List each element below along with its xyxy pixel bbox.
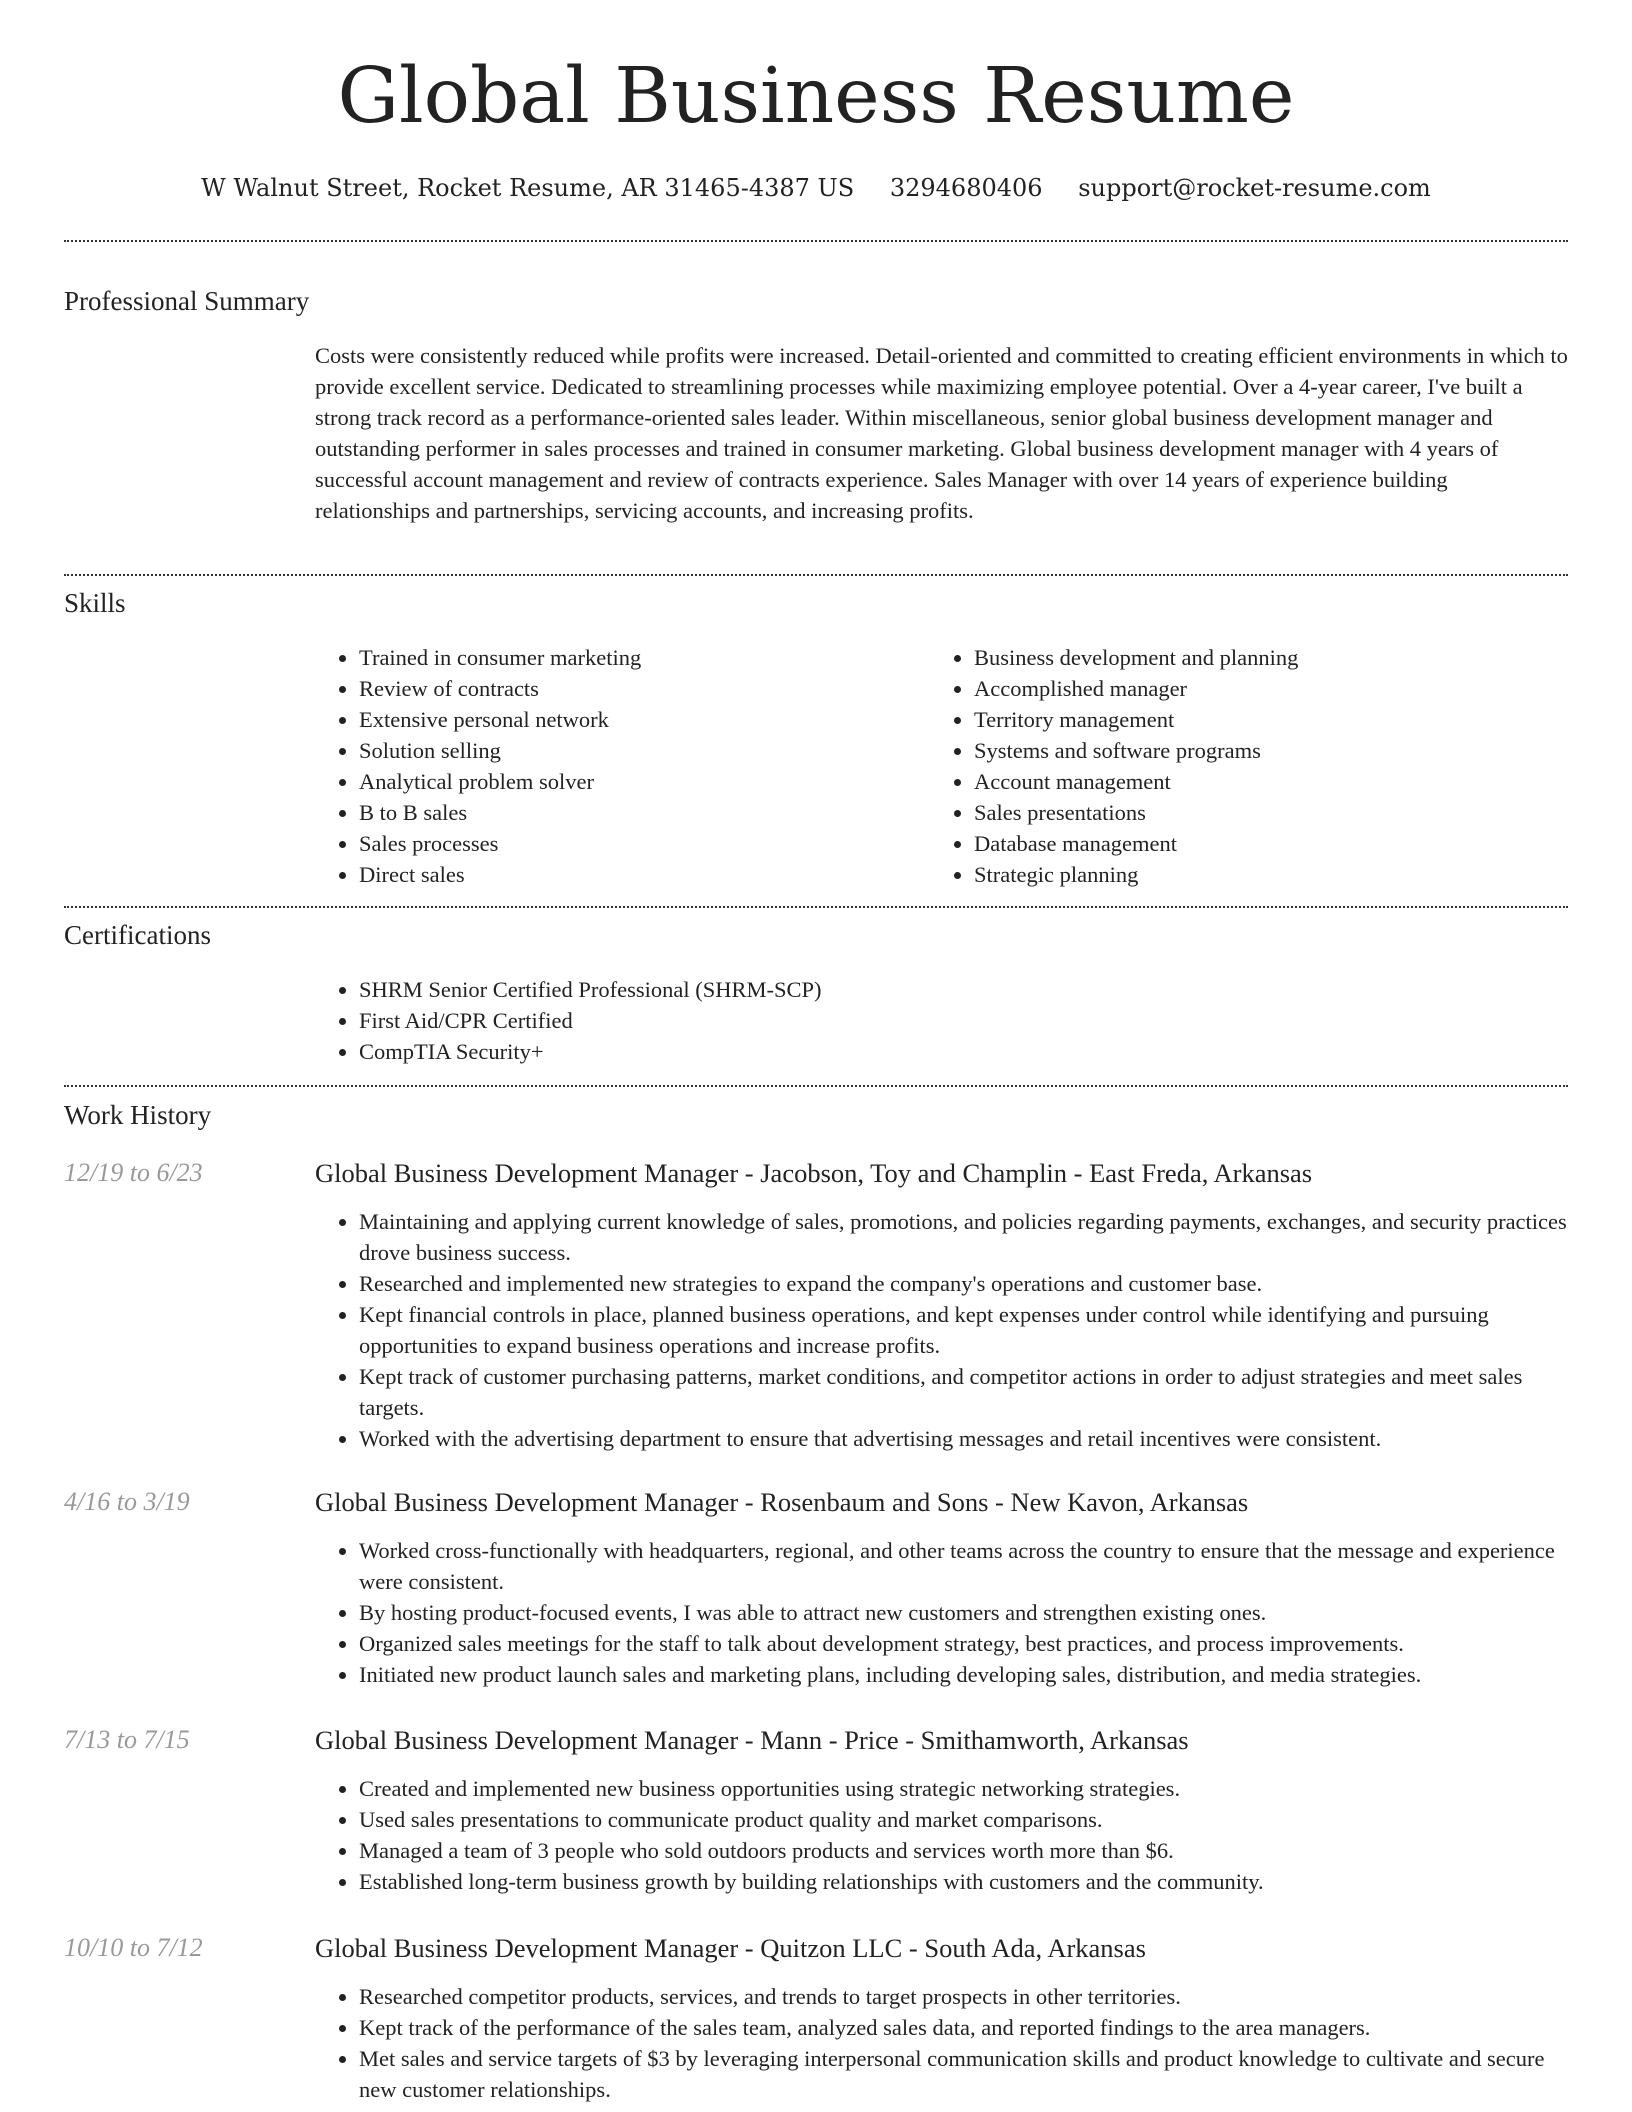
skill-item: • Trained in consumer marketing: [359, 642, 915, 673]
skill-item: • Database management: [974, 828, 1530, 859]
summary-text: Costs were consistently reduced while profits were increased. Detail-oriented and committed to creating efficient environments in which to provide excellent service. Dedicated to streamlining processes while maximizing employee potential. Over a 4-year career, I've built a strong track record as a performance-oriented sales leader. Within miscellaneous, senior global business development manager and outstanding performer in sales processes and trained in consumer marketing. Global business development manager with 4 years of successful account management and review of contracts experience. Sales Manager with over 14 years of experience building relationships and partnerships, servicing accounts, and increasing profits.: [315, 343, 1568, 523]
job-bullet: • Initiated new product launch sales and marketing plans, including developing sales, distribution, and media strategies.: [359, 1659, 1568, 1690]
work-history-heading: Work History: [64, 1100, 212, 1130]
skill-item: • Solution selling: [359, 735, 915, 766]
job-bullet: • Organized sales meetings for the staff to talk about development strategy, best practices, and process improvements.: [359, 1628, 1568, 1659]
skill-item: • Review of contracts: [359, 673, 915, 704]
skill-item: • Extensive personal network: [359, 704, 915, 735]
job-bullet: • Worked cross-functionally with headquarters, regional, and other teams across the country to ensure that the message and experience were consistent.: [359, 1535, 1568, 1597]
skills-column-right: [930, 642, 1530, 890]
job-bullet: • Used sales presentations to communicate product quality and market comparisons.: [359, 1804, 1568, 1835]
skill-item: • Territory management: [974, 704, 1530, 735]
job-bullet: • Researched and implemented new strategies to expand the company's operations and customer base.: [359, 1268, 1568, 1299]
skills-column-left: [315, 642, 915, 890]
job-bullets: [315, 1535, 1568, 1690]
job-dates: 10/10 to 7/12: [64, 1933, 203, 1962]
job-bullet: • Worked with the advertising department to ensure that advertising messages and retail incentives were consistent.: [359, 1423, 1568, 1454]
email: support@rocket-resume.com: [1078, 174, 1431, 202]
contact-line: [0, 172, 1632, 204]
certification-item: • First Aid/CPR Certified: [359, 1005, 1568, 1036]
skill-item: • Sales processes: [359, 828, 915, 859]
skill-item: • B to B sales: [359, 797, 915, 828]
job-bullet: • Kept track of customer purchasing patterns, market conditions, and competitor actions in order to adjust strategies and meet sales targets.: [359, 1361, 1568, 1423]
job-bullet: • Kept track of the performance of the sales team, analyzed sales data, and reported findings to the area managers.: [359, 2012, 1568, 2043]
job-bullet: • Created and implemented new business opportunities using strategic networking strategies.: [359, 1773, 1568, 1804]
divider: [64, 1085, 1568, 1087]
skill-item: • Direct sales: [359, 859, 915, 890]
skill-item: • Analytical problem solver: [359, 766, 915, 797]
job-bullet: • Managed a team of 3 people who sold outdoors products and services worth more than $6.: [359, 1835, 1568, 1866]
job-dates: 7/13 to 7/15: [64, 1725, 190, 1754]
job-heading: Global Business Development Manager - Mann - Price - Smithamworth, Arkansas: [315, 1725, 1189, 1755]
skill-item: • Business development and planning: [974, 642, 1530, 673]
skill-item: • Strategic planning: [974, 859, 1530, 890]
job-heading: Global Business Development Manager - Quitzon LLC - South Ada, Arkansas: [315, 1933, 1146, 1963]
job-dates: 4/16 to 3/19: [64, 1487, 190, 1516]
skill-item: • Accomplished manager: [974, 673, 1530, 704]
phone: 3294680406: [889, 174, 1043, 202]
skills-heading: Skills: [64, 588, 126, 618]
job-bullet: • Researched competitor products, services, and trends to target prospects in other territories.: [359, 1981, 1568, 2012]
job-heading: Global Business Development Manager - Jacobson, Toy and Champlin - East Freda, Arkansas: [315, 1158, 1313, 1188]
job-heading: Global Business Development Manager - Rosenbaum and Sons - New Kavon, Arkansas: [315, 1487, 1249, 1517]
certification-item: • SHRM Senior Certified Professional (SHRM-SCP): [359, 974, 1568, 1005]
skill-item: • Sales presentations: [974, 797, 1530, 828]
job-bullet: • Maintaining and applying current knowledge of sales, promotions, and policies regarding payments, exchanges, and security practices drove business success.: [359, 1206, 1568, 1268]
certification-item: • CompTIA Security+: [359, 1036, 1568, 1067]
job-bullets: [315, 1773, 1568, 1897]
job-bullet: • Met sales and service targets of $3 by leveraging interpersonal communication skills and product knowledge to cultivate and secure new customer relationships.: [359, 2043, 1568, 2105]
certifications-list: [315, 974, 1568, 1067]
skill-item: • Account management: [974, 766, 1530, 797]
resume-title: Global Business Resume: [337, 52, 1295, 141]
certifications-heading: Certifications: [64, 920, 211, 950]
divider: [64, 240, 1568, 242]
skill-item: • Systems and software programs: [974, 735, 1530, 766]
divider: [64, 906, 1568, 908]
job-bullet: • Kept financial controls in place, planned business operations, and kept expenses under control while identifying and pursuing opportunities to expand business operations and increase profits.: [359, 1299, 1568, 1361]
address: W Walnut Street, Rocket Resume, AR 31465-4387 US: [201, 174, 855, 202]
job-bullets: [315, 1206, 1568, 1454]
divider: [64, 574, 1568, 576]
job-bullet: • By hosting product-focused events, I was able to attract new customers and strengthen existing ones.: [359, 1597, 1568, 1628]
job-dates: 12/19 to 6/23: [64, 1158, 203, 1187]
job-bullet: • Established long-term business growth by building relationships with customers and the community.: [359, 1866, 1568, 1897]
job-bullets: [315, 1981, 1568, 2105]
summary-heading: Professional Summary: [64, 286, 310, 316]
